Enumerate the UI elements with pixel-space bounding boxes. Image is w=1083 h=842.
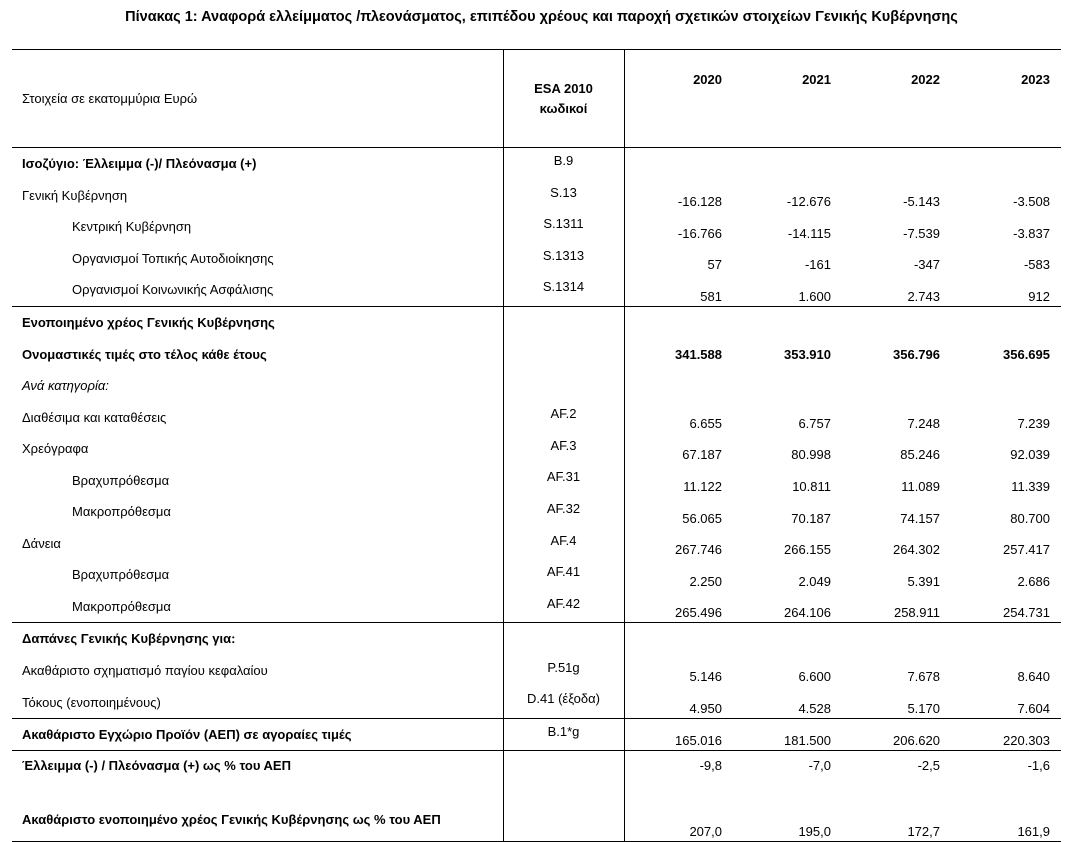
row-value: 356.695 [1003, 346, 1050, 362]
row-label: Γενική Κυβέρνηση [22, 187, 128, 203]
row-value: 11.122 [683, 479, 722, 495]
row-label: Κεντρική Κυβέρνηση [72, 219, 192, 235]
table-row [12, 559, 1061, 591]
row-value [842, 623, 951, 655]
row-code: S.13 [503, 180, 624, 212]
row-label: Βραχυπρόθεσμα [72, 472, 170, 488]
row-value: 257.417 [1003, 542, 1050, 558]
row-code [503, 798, 624, 842]
row-value: 161,9 [951, 798, 1061, 842]
row-value [951, 306, 1061, 338]
row-value: 207,0 [624, 798, 733, 842]
row-value: -347 [913, 257, 940, 273]
table-header-row [12, 50, 1061, 148]
header-label: Στοιχεία σε εκατομμύρια Ευρώ [12, 50, 503, 148]
table-row [12, 148, 1061, 180]
row-value: 165.016 [624, 718, 733, 751]
row-value: 8.640 [1017, 669, 1050, 685]
row-value: 2.049 [798, 573, 831, 589]
header-year: 2021 [733, 50, 842, 148]
row-value [842, 370, 951, 402]
row-code [503, 370, 624, 402]
row-value [951, 148, 1061, 180]
row-value: 7.248 [907, 415, 940, 431]
row-value: 70.187 [791, 510, 831, 526]
row-value: 1.600 [798, 288, 831, 304]
table-row [12, 243, 1061, 275]
row-value: -16.766 [677, 225, 722, 241]
row-value: -5.143 [903, 194, 940, 210]
table-row [12, 798, 1061, 842]
row-label: Ακαθάριστο σχηματισμό παγίου κεφαλαίου [22, 663, 268, 679]
header-year: 2020 [624, 50, 733, 148]
row-value: -7.539 [903, 225, 940, 241]
row-code: AF.2 [503, 401, 624, 433]
row-label: Τόκους (ενοποιημένους) [22, 694, 161, 710]
table-row [12, 528, 1061, 560]
row-value: 80.998 [791, 447, 831, 463]
row-value: 356.796 [893, 346, 940, 362]
row-value: 11.339 [1011, 479, 1050, 495]
table-row [12, 370, 1061, 402]
row-code: AF.42 [503, 591, 624, 623]
row-value [842, 306, 951, 338]
row-code: AF.41 [503, 559, 624, 591]
row-code: B.9 [503, 148, 624, 180]
row-value: 341.588 [675, 346, 722, 362]
table-row [12, 591, 1061, 623]
row-value [951, 370, 1061, 402]
row-value: 266.155 [784, 542, 831, 558]
row-value: 2.743 [907, 288, 940, 304]
row-value: 11.089 [901, 479, 940, 495]
row-value: 172,7 [842, 798, 951, 842]
table-row [12, 623, 1061, 655]
row-value: 57 [707, 257, 722, 273]
row-code: AF.31 [503, 464, 624, 496]
row-label: Ονομαστικές τιμές στο τέλος κάθε έτους [22, 346, 267, 362]
table-row [12, 751, 1061, 799]
row-label: Ισοζύγιο: Έλλειμμα (-)/ Πλεόνασμα (+) [22, 156, 257, 172]
table-row [12, 180, 1061, 212]
header-code-line1: ESA 2010 [534, 80, 593, 96]
header-code-line2: κωδικοί [539, 100, 588, 116]
table-row [12, 655, 1061, 687]
row-code: B.1*g [503, 718, 624, 751]
row-value: 4.528 [798, 700, 831, 716]
row-value: 258.911 [893, 605, 940, 621]
row-code: AF.32 [503, 496, 624, 528]
row-value: -3.837 [1013, 225, 1050, 241]
row-value: 2.686 [1017, 573, 1050, 589]
row-value [733, 148, 842, 180]
row-label: Μακροπρόθεσμα [72, 598, 171, 614]
header-code [503, 50, 624, 148]
row-value: -9,8 [624, 751, 733, 799]
table-title: Πίνακας 1: Αναφορά ελλείμματος /πλεονάσματος, επιπέδου χρέους και παροχή σχετικών στοιχείων Γενικής Κυβέρνησης [125, 9, 958, 25]
row-value: 912 [1028, 288, 1050, 304]
row-value: 92.039 [1010, 447, 1050, 463]
row-value [624, 370, 733, 402]
row-value [951, 623, 1061, 655]
row-value: 264.302 [893, 542, 940, 558]
row-value: 7.678 [907, 669, 940, 685]
row-value: 80.700 [1010, 510, 1050, 526]
row-value: 254.731 [1003, 605, 1050, 621]
table-row [12, 274, 1061, 306]
row-label: Οργανισμοί Κοινωνικής Ασφάλισης [72, 282, 274, 298]
row-code: S.1311 [503, 211, 624, 243]
row-value: 2.250 [689, 573, 722, 589]
table-row [12, 464, 1061, 496]
row-value: 353.910 [784, 346, 831, 362]
row-value: 6.600 [798, 669, 831, 685]
table-row [12, 718, 1061, 751]
row-value: 10.811 [792, 479, 831, 495]
row-label: Δαπάνες Γενικής Κυβέρνησης για: [12, 623, 503, 655]
row-value: 56.065 [682, 510, 722, 526]
row-value: 7.239 [1017, 415, 1050, 431]
row-value: 220.303 [951, 718, 1061, 751]
fiscal-data-table [12, 49, 1061, 842]
row-label: Ακαθάριστο ενοποιημένο χρέος Γενικής Κυβέρνησης ως % του ΑΕΠ [12, 798, 503, 842]
row-value: -3.508 [1013, 194, 1050, 210]
row-value [624, 148, 733, 180]
row-code: AF.3 [503, 433, 624, 465]
row-label: Χρεόγραφα [22, 441, 89, 457]
row-value: 181.500 [733, 718, 842, 751]
row-code: AF.4 [503, 528, 624, 560]
row-label: Διαθέσιμα και καταθέσεις [22, 409, 167, 425]
row-code: S.1313 [503, 243, 624, 275]
header-year: 2022 [842, 50, 951, 148]
row-code: P.51g [503, 655, 624, 687]
row-value: 85.246 [900, 447, 940, 463]
row-value: -16.128 [677, 194, 722, 210]
table-row [12, 401, 1061, 433]
row-value [733, 306, 842, 338]
row-value: 5.170 [907, 700, 940, 716]
table-row [12, 686, 1061, 718]
row-code [503, 623, 624, 655]
row-value: 67.187 [682, 447, 722, 463]
row-value: 6.757 [798, 415, 831, 431]
header-year: 2023 [951, 50, 1061, 148]
row-value: 581 [700, 288, 722, 304]
table-row [12, 306, 1061, 338]
table-row [12, 211, 1061, 243]
row-value: 265.496 [675, 605, 722, 621]
row-value: 206.620 [842, 718, 951, 751]
row-value [733, 623, 842, 655]
row-value: 5.146 [689, 669, 722, 685]
row-value: -1,6 [951, 751, 1061, 799]
row-label: Μακροπρόθεσμα [72, 504, 171, 520]
row-code [503, 306, 624, 338]
row-value [842, 148, 951, 180]
table-row [12, 433, 1061, 465]
row-label: Έλλειμμα (-) / Πλεόνασμα (+) ως % του ΑΕΠ [12, 751, 503, 799]
row-value: 264.106 [784, 605, 831, 621]
row-value: -2,5 [842, 751, 951, 799]
row-code [503, 338, 624, 370]
row-value: -583 [1023, 257, 1050, 273]
row-value [624, 306, 733, 338]
row-value [624, 623, 733, 655]
row-label: Ενοποιημένο χρέος Γενικής Κυβέρνησης [12, 306, 503, 338]
row-value: -12.676 [786, 194, 831, 210]
row-label: Ακαθάριστο Εγχώριο Προϊόν (ΑΕΠ) σε αγοραίες τιμές [12, 718, 503, 751]
table-row [12, 496, 1061, 528]
row-label: Δάνεια [22, 535, 61, 551]
row-code [503, 751, 624, 799]
row-code: D.41 (έξοδα) [503, 686, 624, 718]
row-label: Ανά κατηγορία: [22, 378, 109, 394]
row-value: 195,0 [733, 798, 842, 842]
row-label: Οργανισμοί Τοπικής Αυτοδιοίκησης [72, 250, 274, 266]
table-row [12, 338, 1061, 370]
row-value: -161 [804, 257, 831, 273]
row-value: 267.746 [675, 542, 722, 558]
row-value: -14.115 [787, 225, 831, 241]
row-value: 6.655 [689, 415, 722, 431]
row-value [733, 370, 842, 402]
row-code: S.1314 [503, 274, 624, 306]
row-value: 5.391 [907, 573, 940, 589]
row-value: 74.157 [900, 510, 940, 526]
row-value: -7,0 [733, 751, 842, 799]
row-value: 4.950 [689, 700, 722, 716]
row-value: 7.604 [1017, 700, 1050, 716]
row-label: Βραχυπρόθεσμα [72, 567, 170, 583]
